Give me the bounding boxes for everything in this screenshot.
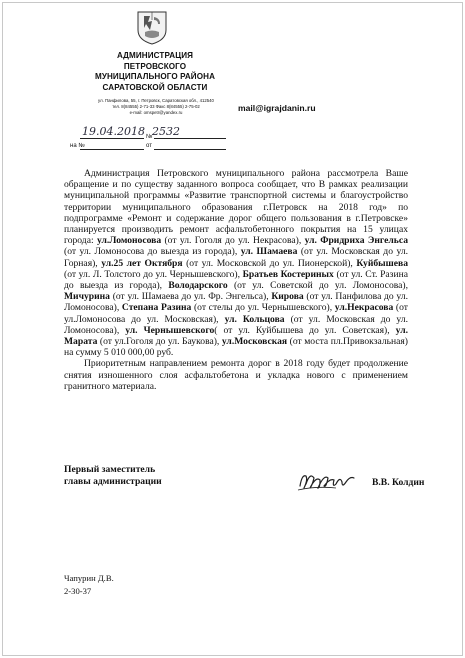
org-line: МУНИЦИПАЛЬНОГО РАЙОНА <box>94 72 216 81</box>
reference-date-line <box>154 149 226 150</box>
registration-block <box>60 125 260 152</box>
executor-info <box>64 572 114 597</box>
signatory-title-line: главы администрации <box>64 476 162 487</box>
reference-label: на № <box>70 143 85 149</box>
handwritten-number: 2532 <box>152 125 180 138</box>
number-line <box>154 138 226 139</box>
address-line: ул. Панфилова, 55, г. Петровск, Саратовская обл., 412540 <box>98 98 214 103</box>
org-line: ПЕТРОВСКОГО <box>123 61 187 71</box>
org-line: АДМИНИСТРАЦИЯ <box>116 51 194 60</box>
organization-name <box>80 51 230 93</box>
executor-name: Чапурин Д.В. <box>64 573 114 583</box>
org-line: САРАТОВСКОЙ ОБЛАСТИ <box>102 82 208 92</box>
signatory-title-line: Первый заместитель <box>64 464 156 475</box>
signatory-title <box>64 464 162 488</box>
handwritten-date: 19.04.2018 <box>82 125 145 138</box>
executor-phone: 2-30-37 <box>64 585 92 596</box>
recipient-email: mail@igrajdanin.ru <box>238 103 316 113</box>
org-email-line: e-mail: omsрetr@yandex.ru <box>129 110 183 115</box>
paragraph-main: Администрация Петровского муниципального района рассмотрела Ваше обращение и по существу заданного вопроса сообщает, что В рамках реализации муниципальной программы «Развитие транспортной системы и благоустройство территории муниципального образования г.Петровск на 2018 год» по подпрограмме «Ремонт и содержание дорог общего пользования в г.Петровске» планируется производить ремонт асфальтобетонного покрытия на 15 улицах города: ул.Ломоносова (от ул. Гоголя до ул. Некрасова), ул. Фридриха Энгельса (от ул. Ломоносова до выезда из города), ул. Шамаева (от ул. Московская до ул. Горная), ул.25 лет Октября (от ул. Московской до ул. Пионерской), Куйбышева (от ул. Л. Толстого до ул. Чернышевского), Братьев Костериных (от ул. Ст. Разина до выезда из города), Володарского (от ул. Советской до ул. Ломоносова), Мичурина (от ул. Шамаева до ул. Фр. Энгельса), Кирова (от ул. Панфилова до ул. Ломоносова), Степана Разина (от стелы до ул. Чернышевского), ул.Некрасова (от ул.Ломоносова до ул. Московская), ул. Кольцова (от ул. Московская до ул. Ломоносова), ул. Чернышевского( от ул. Куйбышева до ул. Советская), ул. Марата (от ул.Гоголя до ул. Баукова), ул.Московская (от моста пл.Привокзальная) на сумму 5 010 000,00 руб. <box>64 168 409 359</box>
phone-line: тел. 8(84555) 2-71-33 Факс 8(84555) 2-75-02 <box>112 104 200 109</box>
handwritten-signature <box>296 466 358 496</box>
reference-line <box>80 149 144 150</box>
org-address <box>78 98 234 116</box>
number-label: № <box>146 134 153 140</box>
reference-date-label: от <box>146 143 152 149</box>
paragraph-priority: Приоритетным направлением ремонта дорог в 2018 году будет продолжение снятия изношенного слоя асфальтобетона и укладка нового с применением гранитного материала. <box>64 358 408 392</box>
date-line <box>80 138 144 139</box>
signatory-name: В.В. Колдин <box>372 477 425 488</box>
coat-of-arms-icon <box>136 10 168 46</box>
letter-body <box>64 168 408 392</box>
